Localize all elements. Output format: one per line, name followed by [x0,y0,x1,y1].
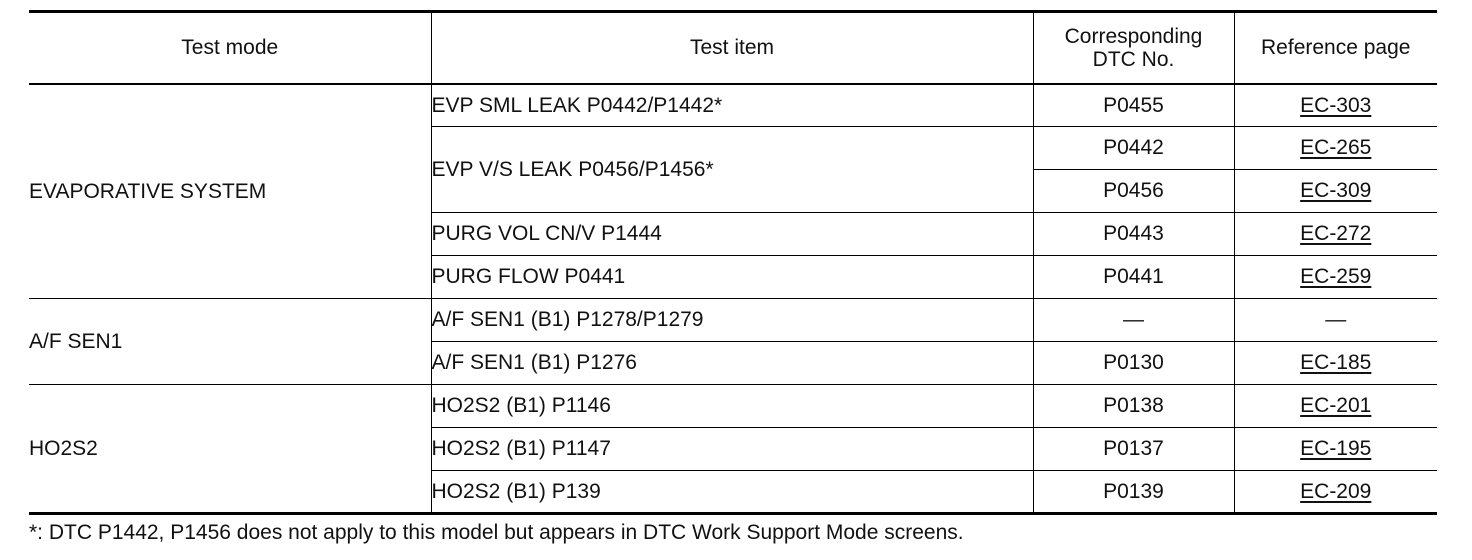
test-item-cell: A/F SEN1 (B1) P1278/P1279 [431,299,1033,342]
reference-cell [1234,213,1437,256]
header-reference-page: Reference page [1234,12,1437,84]
reference-cell: — [1234,299,1437,342]
reference-link[interactable]: EC-303 [1300,93,1372,117]
test-item-cell: HO2S2 (B1) P139 [431,471,1033,514]
table-row [29,84,1437,127]
reference-link[interactable]: EC-272 [1300,222,1372,246]
reference-link[interactable]: EC-265 [1300,136,1372,160]
table-header-row [29,12,1437,84]
reference-link[interactable]: EC-309 [1300,179,1372,203]
table-row [29,299,1437,342]
reference-cell [1234,428,1437,471]
test-mode-cell: A/F SEN1 [29,299,431,385]
dtc-cell: P0130 [1033,342,1234,385]
test-item-cell: PURG FLOW P0441 [431,256,1033,299]
header-dtc-no [1033,12,1234,84]
test-item-cell: EVP V/S LEAK P0456/P1456* [431,127,1033,213]
reference-cell [1234,342,1437,385]
dtc-cell: P0139 [1033,471,1234,514]
reference-link[interactable]: EC-259 [1300,265,1372,289]
dtc-cell: — [1033,299,1234,342]
header-test-mode: Test mode [29,12,431,84]
dtc-cell: P0456 [1033,170,1234,213]
test-item-cell: PURG VOL CN/V P1444 [431,213,1033,256]
reference-link[interactable]: EC-209 [1300,479,1372,503]
reference-cell [1234,256,1437,299]
test-item-cell: EVP SML LEAK P0442/P1442* [431,84,1033,127]
reference-cell [1234,127,1437,170]
reference-cell [1234,84,1437,127]
table-footnote: *: DTC P1442, P1456 does not apply to this model but appears in DTC Work Support Mode screens. [29,521,964,544]
dtc-cell: P0443 [1033,213,1234,256]
dtc-cell: P0442 [1033,127,1234,170]
test-item-cell: A/F SEN1 (B1) P1276 [431,342,1033,385]
reference-cell [1234,471,1437,514]
dtc-cell: P0455 [1033,84,1234,127]
header-dtc-line2: DTC No. [1092,47,1175,71]
reference-link[interactable]: EC-201 [1300,394,1372,418]
dtc-cell: P0138 [1033,385,1234,428]
table-row [29,385,1437,428]
test-mode-cell: HO2S2 [29,385,431,514]
header-dtc-line1: Corresponding [1064,24,1203,48]
dtc-cell: P0137 [1033,428,1234,471]
reference-link[interactable]: EC-195 [1300,437,1372,461]
header-test-item: Test item [431,12,1033,84]
reference-cell [1234,170,1437,213]
test-mode-cell: EVAPORATIVE SYSTEM [29,84,431,299]
reference-link[interactable]: EC-185 [1300,351,1372,375]
dtc-cell: P0441 [1033,256,1234,299]
test-item-cell: HO2S2 (B1) P1147 [431,428,1033,471]
test-item-cell: HO2S2 (B1) P1146 [431,385,1033,428]
dtc-work-support-table [29,10,1437,515]
reference-cell [1234,385,1437,428]
